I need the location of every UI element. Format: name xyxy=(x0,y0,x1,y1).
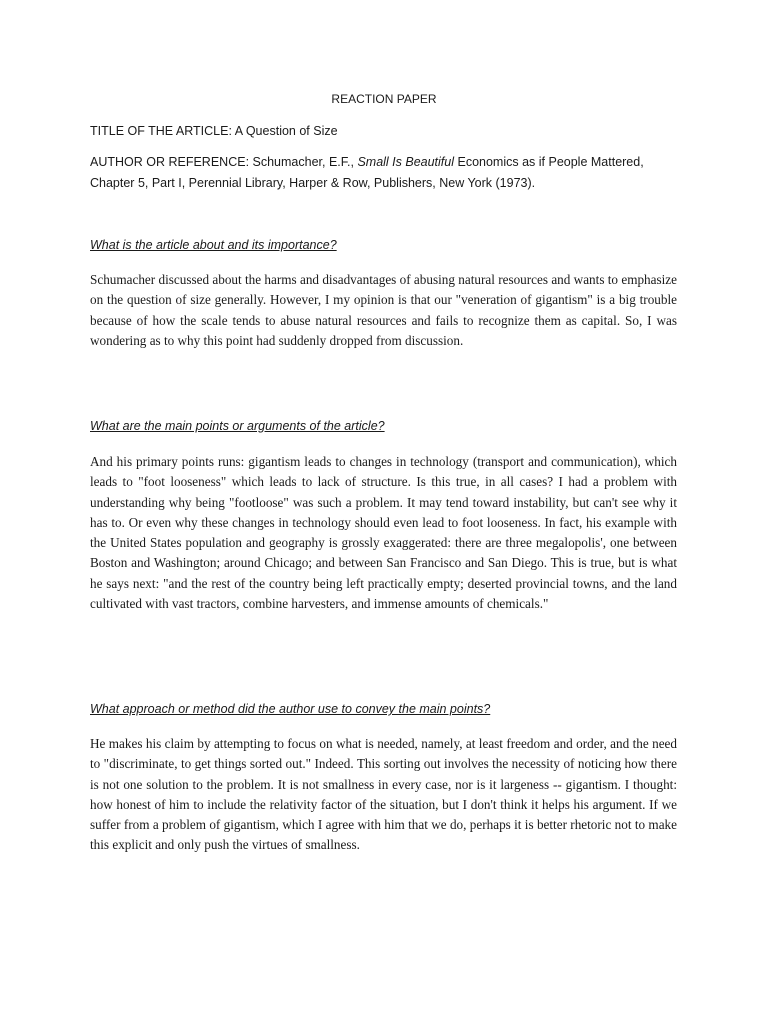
article-title-value: A Question of Size xyxy=(234,124,338,138)
article-title-line xyxy=(90,121,690,142)
author-reference-line xyxy=(90,152,690,194)
author-reference-pre: Schumacher, E.F., xyxy=(252,155,358,169)
document-title: REACTION PAPER xyxy=(331,92,437,106)
section-body-main-points: And his primary points runs: gigantism leads to changes in technology (transport and communication), which leads to "foot looseness" which leads to lack of structure. Is this true, in all cases? I had a problem with understanding why being "footloose" was such a problem. It may tend toward instability, but can't see why it has to. Or even why these changes in technology should even lead to foot looseness. In fact, his example with the United States population and geography is grossly exaggerated: there are three megalopolis', one between Boston and Washington; around Chicago; and between San Francisco and San Diego. This is true, but is what he says next: "and the rest of the country being left practically empty; deserted provincial towns, and the land cultivated with vast tractors, combine harvesters, and immense amounts of chemicals." xyxy=(90,454,677,612)
section-heading-about: What is the article about and its importance? xyxy=(90,238,337,252)
section-body-approach: He makes his claim by attempting to focus on what is needed, namely, at least freedom and order, and the need to "discriminate, to get things sorted out." Indeed. This sorting out involves the necessity of noticing how there is not one solution to the problem. It is not smallness in every case, nor is it largeness -- gigantism. I thought: how honest of him to include the relativity factor of the situation, but I don't think it helps his argument. If we suffer from a problem of gigantism, which I agree with him that we do, perhaps it is better rhetoric not to make this explicit and only push the virtues of smallness. xyxy=(90,736,677,853)
section-heading-main-points: What are the main points or arguments of the article? xyxy=(90,419,385,433)
section-heading-approach: What approach or method did the author use to convey the main points? xyxy=(90,702,491,716)
article-title-label: TITLE OF THE ARTICLE: xyxy=(90,124,235,138)
author-reference-book-title: Small Is Beautiful xyxy=(357,155,455,169)
author-reference-label: AUTHOR OR REFERENCE: xyxy=(90,155,253,169)
section-body-about: Schumacher discussed about the harms and disadvantages of abusing natural resources and wants to emphasize on the question of size generally. However, I my opinion is that our "veneration of gigantism" is a big trouble because of how the scale tends to abuse natural resources and fails to recognize them as capital. So, I was wondering as to why this point had suddenly dropped from discussion. xyxy=(90,272,677,348)
author-reference-post: Economics as if People Mattered, Chapter 5, Part I, Perennial Library, Harper & Row, Publishers, New York (1973). xyxy=(90,155,644,190)
